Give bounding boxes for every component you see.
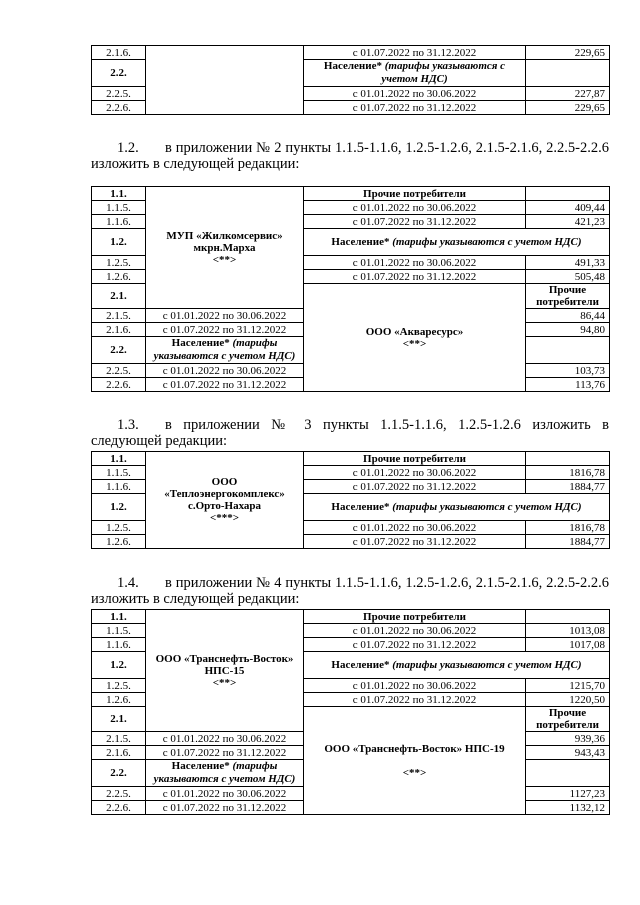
paragraph-number: 1.3. [117, 417, 139, 433]
population-title: Население* [323, 60, 382, 72]
population-title: Население* [331, 500, 390, 513]
org-name-line: с.Орто-Нахара [187, 500, 262, 512]
row-code: 2.1.6. [92, 323, 146, 337]
row-period: с 01.07.2022 по 31.12.2022 [304, 270, 526, 284]
row-period: с 01.01.2022 по 30.06.2022 [304, 87, 526, 101]
row-value: 103,73 [526, 364, 610, 378]
org-cell [304, 707, 526, 815]
table-row [92, 610, 610, 624]
population-note: (тарифы указываются с учетом НДС) [392, 500, 582, 513]
category-label: Прочие потребители [304, 610, 526, 624]
row-value: 1017,08 [526, 638, 610, 652]
org-cell [146, 610, 304, 732]
row-code: 1.1.6. [92, 638, 146, 652]
row-period: с 01.07.2022 по 31.12.2022 [304, 535, 526, 549]
row-period: с 01.07.2022 по 31.12.2022 [146, 746, 304, 760]
row-code: 1.2.6. [92, 693, 146, 707]
row-value: 1215,70 [526, 679, 610, 693]
population-title: Население* [171, 337, 230, 349]
paragraph-text: в приложении № 3 пункты 1.1.5-1.1.6, 1.2.5-1.2.6 изложить в следующей редакции: [91, 417, 609, 449]
org-cell [304, 284, 526, 392]
row-code: 2.2. [92, 60, 146, 87]
row-code: 2.1.5. [92, 732, 146, 746]
org-cell [146, 46, 304, 115]
tariff-table-appendix-4 [91, 609, 610, 815]
row-value: 1816,78 [526, 466, 610, 480]
tariff-table-appendix-3 [91, 451, 610, 549]
row-value: 1884,77 [526, 480, 610, 494]
row-value: 1127,23 [526, 787, 610, 801]
population-label [146, 337, 304, 364]
row-period: с 01.01.2022 по 30.06.2022 [146, 732, 304, 746]
row-code: 1.2. [92, 229, 146, 256]
paragraph-number: 1.4. [117, 575, 139, 591]
table-row [92, 46, 610, 60]
row-code: 2.1.6. [92, 46, 146, 60]
row-value: 491,33 [526, 256, 610, 270]
row-period: с 01.07.2022 по 31.12.2022 [304, 215, 526, 229]
row-period: с 01.01.2022 по 30.06.2022 [146, 309, 304, 323]
row-code: 1.1.6. [92, 480, 146, 494]
row-period: с 01.01.2022 по 30.06.2022 [146, 364, 304, 378]
row-value [526, 452, 610, 466]
row-value: 227,87 [526, 87, 610, 101]
population-note: (тарифы указываются с учетом НДС) [392, 658, 582, 671]
table-row [92, 452, 610, 466]
org-name: ООО «Транснефть-Восток» НПС-19 [324, 742, 505, 755]
paragraph-text: в приложении № 2 пункты 1.1.5-1.1.6, 1.2.5-1.2.6, 2.1.5-2.1.6, 2.2.5-2.2.6 изложить в следующей редакции: [91, 140, 609, 172]
population-label [304, 494, 610, 521]
row-code: 2.2.5. [92, 364, 146, 378]
row-period: с 01.07.2022 по 31.12.2022 [304, 480, 526, 494]
population-label [304, 229, 610, 256]
tariff-table-continued [91, 45, 610, 115]
org-note: <**> [212, 676, 237, 689]
row-code: 1.1.5. [92, 201, 146, 215]
row-value [526, 610, 610, 624]
row-value: 229,65 [526, 101, 610, 115]
row-period: с 01.07.2022 по 31.12.2022 [146, 378, 304, 392]
row-value: 1013,08 [526, 624, 610, 638]
row-period: с 01.07.2022 по 31.12.2022 [146, 801, 304, 815]
category-label: Прочие потребители [304, 452, 526, 466]
row-code: 2.2. [92, 760, 146, 787]
row-code: 1.2. [92, 652, 146, 679]
row-code: 2.2.5. [92, 787, 146, 801]
org-note: <**> [212, 253, 237, 266]
paragraph-text: в приложении № 4 пункты 1.1.5-1.1.6, 1.2.5-1.2.6, 2.1.5-2.1.6, 2.2.5-2.2.6 изложить в следующей редакции: [91, 575, 609, 607]
org-cell [146, 452, 304, 549]
row-period: с 01.07.2022 по 31.12.2022 [146, 323, 304, 337]
population-label [304, 60, 526, 87]
row-code: 1.1. [92, 452, 146, 466]
org-name-line: ООО [211, 476, 238, 488]
row-value: 1816,78 [526, 521, 610, 535]
population-label [304, 652, 610, 679]
row-code: 1.1.5. [92, 624, 146, 638]
org-cell [146, 187, 304, 309]
row-period: с 01.01.2022 по 30.06.2022 [304, 466, 526, 480]
row-value: 1884,77 [526, 535, 610, 549]
row-code: 2.2.5. [92, 87, 146, 101]
category-label: Прочие потребители [304, 187, 526, 201]
row-value [526, 60, 610, 87]
row-code: 1.1. [92, 610, 146, 624]
paragraph-1-3 [91, 417, 609, 449]
org-name-line: «Теплоэнергокомплекс» [164, 488, 285, 500]
row-value: 939,36 [526, 732, 610, 746]
row-value [526, 337, 610, 364]
category-label: Прочие потребители [526, 707, 610, 732]
row-code: 1.2.6. [92, 270, 146, 284]
row-code: 2.1. [92, 707, 146, 732]
row-code: 1.1.5. [92, 466, 146, 480]
row-code: 1.2.5. [92, 679, 146, 693]
row-value: 505,48 [526, 270, 610, 284]
population-title: Население* [171, 760, 230, 772]
row-period: с 01.01.2022 по 30.06.2022 [304, 679, 526, 693]
org-note: <**> [402, 337, 427, 350]
row-code: 2.2.6. [92, 801, 146, 815]
row-period: с 01.07.2022 по 31.12.2022 [304, 46, 526, 60]
row-value: 943,43 [526, 746, 610, 760]
org-note: <***> [209, 512, 240, 524]
row-code: 1.2. [92, 494, 146, 521]
row-code: 1.1. [92, 187, 146, 201]
row-code: 2.1. [92, 284, 146, 309]
row-value [526, 187, 610, 201]
row-code: 2.1.6. [92, 746, 146, 760]
row-period: с 01.01.2022 по 30.06.2022 [304, 624, 526, 638]
row-code: 2.2. [92, 337, 146, 364]
row-code: 2.2.6. [92, 378, 146, 392]
org-name: ООО «Транснефть-Восток» НПС-15 [155, 652, 294, 677]
row-value: 229,65 [526, 46, 610, 60]
row-code: 1.1.6. [92, 215, 146, 229]
org-note: <**> [402, 766, 427, 779]
row-period: с 01.01.2022 по 30.06.2022 [304, 521, 526, 535]
row-value: 409,44 [526, 201, 610, 215]
row-period: с 01.07.2022 по 31.12.2022 [304, 693, 526, 707]
row-period: с 01.01.2022 по 30.06.2022 [146, 787, 304, 801]
row-period: с 01.01.2022 по 30.06.2022 [304, 256, 526, 270]
population-label [146, 760, 304, 787]
population-title: Население* [331, 235, 390, 248]
category-label: Прочие потребители [526, 284, 610, 309]
row-code: 1.2.5. [92, 521, 146, 535]
population-title: Население* [331, 658, 390, 671]
row-value: 113,76 [526, 378, 610, 392]
row-value: 86,44 [526, 309, 610, 323]
population-note: (тарифы указываются с учетом НДС) [392, 235, 582, 248]
paragraph-1-2 [91, 140, 609, 172]
row-code: 2.2.6. [92, 101, 146, 115]
row-code: 1.2.5. [92, 256, 146, 270]
population-note: (тарифы указываются с учетом НДС) [153, 337, 296, 362]
row-code: 1.2.6. [92, 535, 146, 549]
paragraph-1-4 [91, 575, 609, 607]
org-name: ООО «Акваресурс» [365, 325, 464, 338]
table-row [92, 187, 610, 201]
row-code: 2.1.5. [92, 309, 146, 323]
paragraph-number: 1.2. [117, 140, 139, 156]
tariff-table-appendix-2 [91, 186, 610, 392]
row-value: 421,23 [526, 215, 610, 229]
row-period: с 01.07.2022 по 31.12.2022 [304, 638, 526, 652]
row-period: с 01.01.2022 по 30.06.2022 [304, 201, 526, 215]
row-value: 1132,12 [526, 801, 610, 815]
org-name: МУП «Жилкомсервис» мкрн.Марха [166, 229, 283, 254]
population-note: (тарифы указываются с учетом НДС) [153, 760, 296, 785]
population-note: (тарифы указываются с учетом НДС) [381, 60, 506, 85]
row-period: с 01.07.2022 по 31.12.2022 [304, 101, 526, 115]
row-value: 94,80 [526, 323, 610, 337]
row-value [526, 760, 610, 787]
row-value: 1220,50 [526, 693, 610, 707]
